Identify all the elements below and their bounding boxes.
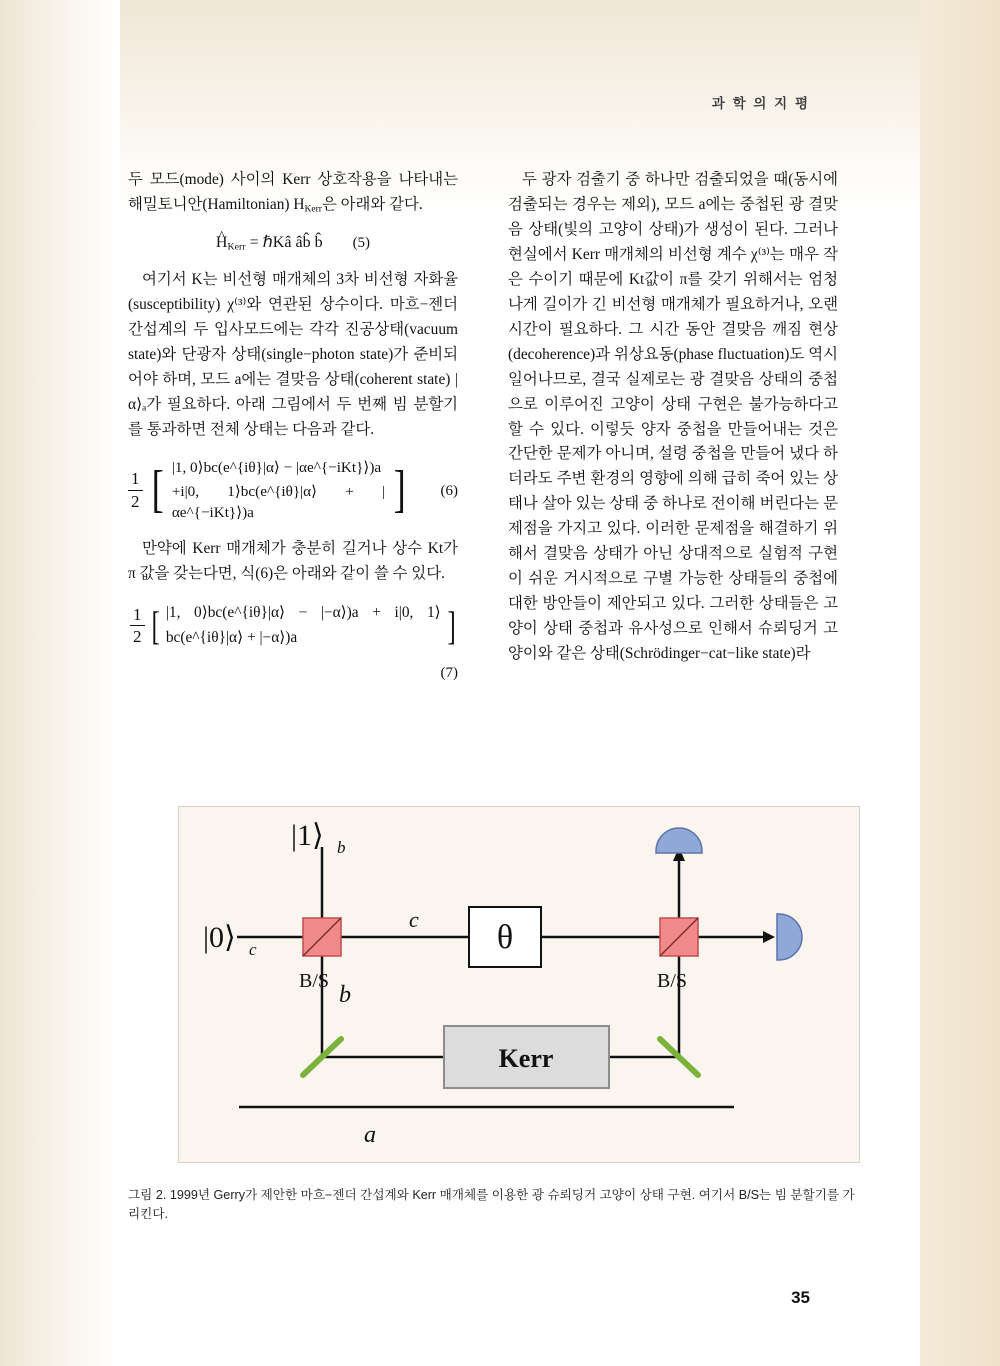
running-head: 과 학 의 지 평: [711, 96, 810, 111]
paragraph-1-text: 두 모드(mode) 사이의 Kerr 상호작용을 나타내는 해밀토니안(Hamiltonian) H: [128, 171, 458, 213]
detector-right-icon: [777, 914, 802, 960]
right-column: [508, 168, 838, 667]
equation-6-fraction: [128, 470, 143, 511]
equation-7-fraction: [130, 606, 145, 647]
paragraph-1-tail: 은 아래와 같다.: [321, 195, 423, 213]
input-c-subscript: c: [249, 940, 257, 959]
paragraph-3: 만약에 Kerr 매개체가 충분히 길거나 상수 Kt가 π 값을 갖는다면, 식(6)은 아래와 같이 쓸 수 있다.: [128, 540, 458, 582]
paragraph-1: [128, 168, 458, 218]
input-c-ket: |0⟩: [203, 921, 236, 954]
right-paragraph-1: 두 광자 검출기 중 하나만 검출되었을 때(동시에 검출되는 경우는 제외), 모드 a에는 중첩된 광 결맞음 상태(빛의 고양이 상태)가 생성이 된다. 그러나 현실에서 Kerr 매개체의 비선형 계수 χ⁽³⁾는 매우 작은 수이기 때문에 Kt값이 π를 갖기 위해서는 엄청나게 길이가 긴 비선형 매개체가 필요하거나, 오랜 시간이 필요하다. 그 시간 동안 결맞음 깨짐 현상(decoherence)과 위상요동(phase fluctuation)도 역시 일어나므로, 결국 실제로는 광 결맞음 상태의 중첩으로 이루어진 고양이 상태 구현은 불가능하다고 할 수 있다. 이렇듯 양자 중첩을 만들어내는 것은 간단한 문제가 아니며, 설령 중첩을 만들어 냈다 하더라도 주변 환경의 영향에 의해 급히 죽어 있는 상태나 살아 있는 상태 중 하나로 전이해 버린다는 문제점을 가지고 있다. 이러한 문제점을 해결하기 위해서 결맞음 상태가 아닌 상대적으로 실험적 구현이 쉬운 거시적으로 구별 가능한 상태들의 중첩에 대한 방안들이 제안되고 있다. 그러한 상태들은 고양이 상태 중첩과 유사성으로 인해서 슈뢰딩거 고양이와 같은 상태(Schrödinger−cat−like state)라: [508, 171, 838, 663]
input-b-ket: |1⟩: [291, 819, 324, 852]
bs-right-label: B/S: [657, 970, 688, 992]
left-column: [128, 168, 458, 685]
arrow-right-icon: [763, 931, 775, 943]
input-b-subscript: b: [337, 838, 346, 857]
paragraph-2: 여기서 K는 비선형 매개체의 3차 비선형 자화율(susceptibility) χ⁽³⁾와 연관된 상수이다. 마흐−젠더 간섭계의 두 입사모드에는 각각 진공상태(vacuum state)와 단광자 상태(single−photon state)가 준비되어야 하며, 모드 a에는 결맞음 상태(coherent state) |α⟩ₐ가 필요하다. 아래 그림에서 두 번째 빔 분할기를 통과하면 전체 상태는 다음과 같다.: [128, 270, 458, 438]
equation-6-denominator: 2: [131, 492, 140, 512]
fraction-bar: [128, 490, 143, 491]
equation-5-lhs-sub: Kerr: [227, 241, 246, 253]
fraction-bar: [130, 625, 145, 626]
mode-b-label: b: [339, 982, 351, 1008]
equation-7-numerator: 1: [133, 604, 142, 624]
phase-shifter-label: θ: [496, 919, 514, 956]
bracket-open-icon: [: [151, 461, 164, 519]
equation-5: [128, 230, 458, 256]
mode-a-label: a: [364, 1122, 376, 1148]
left-gradient-wash: [0, 0, 120, 1366]
equation-6-row-1: |1, 0⟩bc(e^{iθ}|α⟩ − |αe^{−iKt}⟩)a: [171, 459, 382, 477]
bracket-open-icon: [: [151, 602, 160, 648]
bracket-close-icon: ]: [447, 602, 456, 648]
equation-7-number: (7): [440, 664, 458, 681]
equation-6-numerator: 1: [131, 469, 140, 489]
equation-5-rhs: = ℏKâ âb̂ b̂: [249, 233, 323, 251]
equation-6: [128, 458, 458, 523]
mode-c-label: c: [409, 907, 419, 932]
figure-2: [178, 806, 860, 1163]
equation-7-denominator: 2: [133, 627, 142, 647]
bs-left-label: B/S: [299, 970, 330, 992]
equation-7: [130, 601, 458, 651]
equation-6-rows: [172, 458, 385, 523]
equation-7-body: |1, 0⟩bc(e^{iθ}|α⟩ − |−α⟩)a + i|0, 1⟩bc(e^{iθ}|α⟩ + |−α⟩)a: [165, 603, 441, 646]
equation-6-number: (6): [440, 482, 458, 499]
figure-2-diagram: [179, 807, 859, 1162]
paragraph-1-subscript: Kerr: [304, 203, 322, 215]
bracket-close-icon: ]: [393, 461, 406, 519]
equation-5-lhs: H ^: [216, 234, 228, 251]
page-number: 35: [791, 1288, 810, 1307]
figure-caption: 그림 2. 1999년 Gerry가 제안한 마흐−젠더 간섭계와 Kerr 매개체를 이용한 광 슈뢰딩거 고양이 상태 구현. 여기서 B/S는 빔 분할기를 가리킨다.: [128, 1188, 855, 1221]
detector-top-icon: [656, 828, 702, 853]
kerr-label: Kerr: [498, 1044, 554, 1073]
decorative-side-band: [920, 0, 1000, 1366]
equation-6-row-2: +i|0, 1⟩bc(e^{iθ}|α⟩ + |αe^{−iKt}⟩)a: [171, 483, 386, 521]
equation-5-number: (5): [352, 234, 371, 251]
